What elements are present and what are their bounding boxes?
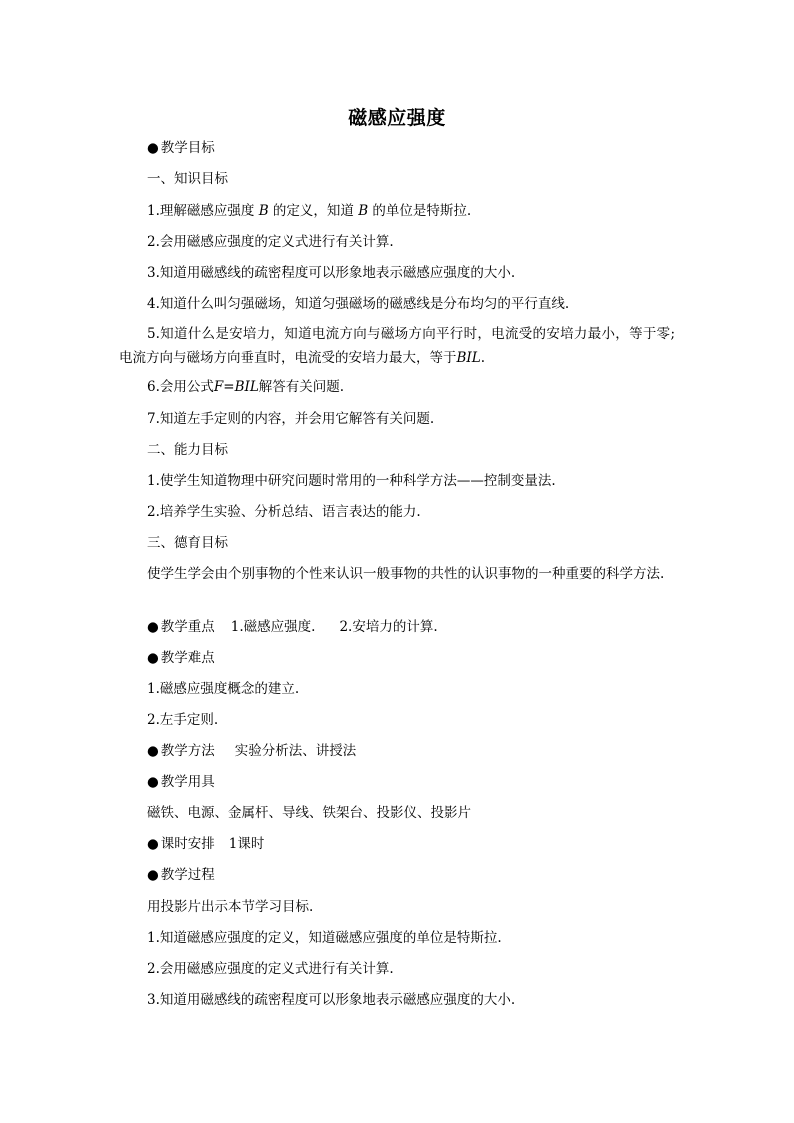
method-label: 教学方法 (160, 743, 215, 759)
key-point-1: 1.磁感应强度. (230, 619, 316, 635)
process-label: 教学过程 (160, 867, 215, 883)
ability-item-1: 1.使学生知道物理中研究问题时常用的一种科学方法——控制变量法. (147, 473, 556, 489)
variable-b: B (358, 203, 369, 219)
tools-heading (147, 772, 667, 792)
bullet-icon: ● (147, 140, 159, 156)
process-heading (147, 865, 667, 885)
process-intro: 用投影片出示本节学习目标. (147, 899, 314, 915)
formula-bil: BIL (456, 350, 481, 366)
knowledge-item-3: 3.知道用磁感线的疏密程度可以形象地表示磁感应强度的大小. (147, 265, 516, 281)
knowledge-item-6-text-b: 解答有关问题. (258, 379, 345, 395)
knowledge-heading: 一、知识目标 (147, 171, 228, 187)
knowledge-item-5-text: 5.知道什么是安培力，知道电流方向与磁场方向平行时，电流受的安培力最小，等于零;电流方向与磁场方向垂直时，电流受的安培力最大，等于 (119, 326, 675, 366)
moral-heading: 三、德育目标 (147, 535, 228, 551)
knowledge-item-1-text-c: 的单位是特斯拉. (372, 203, 472, 219)
knowledge-item-2: 2.会用磁感应强度的定义式进行有关计算. (147, 234, 394, 250)
knowledge-item-4: 4.知道什么叫匀强磁场，知道匀强磁场的磁感线是分布均匀的平行直线. (147, 296, 570, 312)
key-points-label: 教学重点 (160, 619, 215, 635)
method-row (147, 741, 667, 761)
schedule-text: 1课时 (228, 836, 265, 852)
bullet-icon: ● (147, 867, 159, 883)
method-text: 实验分析法、讲授法 (234, 743, 357, 759)
page-title: 磁感应强度 (348, 107, 446, 129)
formula-f-bil: F=BIL (213, 379, 259, 395)
difficulties-heading (147, 648, 667, 668)
tools-label: 教学用具 (160, 774, 215, 790)
process-item-3: 3.知道用磁感线的疏密程度可以形象地表示磁感应强度的大小. (147, 992, 516, 1008)
knowledge-item-1 (147, 201, 667, 221)
bullet-icon: ● (147, 774, 159, 790)
key-point-2: 2.安培力的计算. (339, 619, 438, 635)
schedule-label: 课时安排 (160, 836, 215, 852)
bullet-icon: ● (147, 650, 159, 666)
difficulty-item-2: 2.左手定则. (147, 712, 219, 728)
process-item-1: 1.知道磁感应强度的定义，知道磁感应强度的单位是特斯拉. (147, 930, 502, 946)
key-points-row (147, 617, 667, 637)
bullet-icon: ● (147, 619, 159, 635)
ability-item-2: 2.培养学生实验、分析总结、语言表达的能力. (147, 504, 421, 520)
variable-b: B (258, 203, 269, 219)
knowledge-item-1-text-b: 的定义，知道 (272, 203, 354, 219)
bullet-icon: ● (147, 743, 159, 759)
bullet-icon: ● (147, 836, 159, 852)
knowledge-item-6 (147, 377, 667, 397)
knowledge-item-5 (119, 322, 675, 370)
knowledge-item-7: 7.知道左手定则的内容，并会用它解答有关问题. (147, 411, 435, 427)
difficulty-item-1: 1.磁感应强度概念的建立. (147, 681, 300, 697)
knowledge-item-5-end: . (480, 350, 486, 366)
knowledge-item-6-text-a: 6.会用公式 (147, 379, 214, 395)
schedule-row (147, 834, 667, 854)
ability-heading: 二、能力目标 (147, 442, 228, 458)
difficulties-label: 教学难点 (160, 650, 215, 666)
tools-text: 磁铁、电源、金属杆、导线、铁架台、投影仪、投影片 (147, 805, 471, 821)
objectives-heading-label: 教学目标 (160, 140, 215, 156)
knowledge-item-1-text-a: 1.理解磁感应强度 (147, 203, 255, 219)
moral-text: 使学生学会由个别事物的个性来认识一般事物的共性的认识事物的一种重要的科学方法. (147, 566, 665, 582)
objectives-heading (147, 138, 667, 158)
process-item-2: 2.会用磁感应强度的定义式进行有关计算. (147, 961, 394, 977)
